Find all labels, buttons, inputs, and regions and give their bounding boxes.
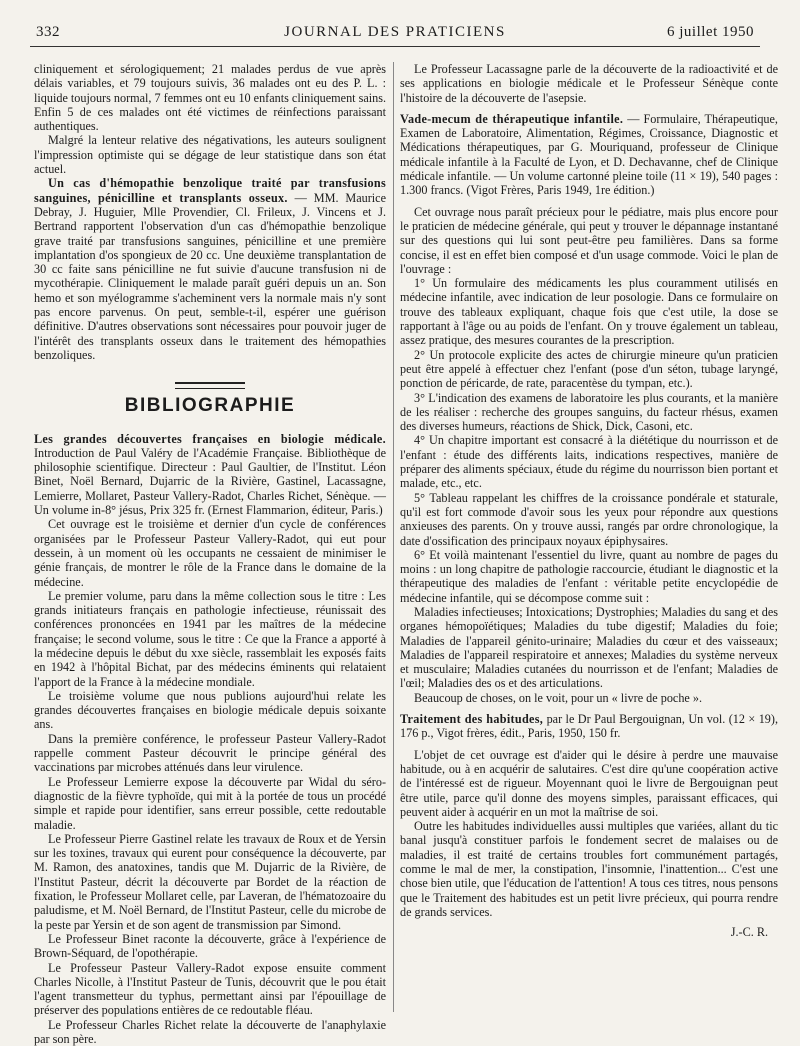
column-divider xyxy=(393,62,394,1012)
article-abstract xyxy=(34,176,386,362)
bibliography-section-header xyxy=(34,382,386,417)
paragraph: 4° Un chapitre important est consacré à la diététique du nourrisson et de l'enfant : étude des différents laits, indications respectives, manière de préparer des aliments spéciaux, étude du régime du nourrisson bien portant et malade, etc., etc. xyxy=(400,433,778,491)
paragraph: Le premier volume, paru dans la même collection sous le titre : Les grands initiateurs français en pathologie infectieuse, réunissait des conférences prononcées en 1941 par les maîtres de la médecine française; le second volume, sous le titre : Ce que la France a apporté à la médecine depuis le début du xxe siècle, rassemblait les exposés faits en 1942 à l'hôpital Bichat, par des médecins éminents qui relataient l'apport de la France à la médecine mondiale. xyxy=(34,588,386,689)
paragraph: Dans la première conférence, le professeur Pasteur Vallery-Radot rappelle comment Pasteur découvrit le principe général des vaccinations par microbes atténués dans leur virulence. xyxy=(34,731,386,775)
paragraph: Outre les habitudes individuelles aussi multiples que variées, allant du tic banal jusqu'à constituer parfois le fondement secret de malaises ou de maladies, il est traité de certains troubles fort communément partagés, comme le mal de mer, la constipation, l'insomnie, l'inattention... C'est une chose bien utile, que l'éducation de l'attention! A tous ces titres, nous pensons que le Traitement des habitudes est un petit livre précieux, qui pourra rendre de grands services. xyxy=(400,819,778,919)
left-column xyxy=(34,62,386,1046)
book-details: — Formulaire, Thérapeutique, Examen de Laboratoire, Alimentation, Régimes, Croissance, Diagnostic et Médications thérapeutiques, par G. Mouriquand, professeur de Clinique médicale infantile à la Faculté de Lyon, et D. Dechavanne, chef de Clinique médicale infantile. — Un volume cartonné pleine toile (11 × 19), 540 pages : 1.300 francs. (Vigot Frères, Paris 1949, 1re édition.) xyxy=(400,111,778,198)
paragraph: L'objet de cet ouvrage est d'aider qui le désire à perdre une mauvaise habitude, ou à en acquérir de salutaires. C'est dire qu'une coopération active de l'intéressé est de rigueur. Moyennant quoi le livre de Bergouignan peut être utile, parce qu'il donne des moyens simples, paraissant efficaces, qui peuvent aider à acquérir en un mot la maîtrise de soi. xyxy=(400,747,778,819)
paragraph: 1° Un formulaire des médicaments les plus couramment utilisés en médecine infantile, avec indication de leur posologie. Dans ce formulaire on trouve des tableaux expliquant, chaque fois que c'est utile, la dose se rapportant à l'âge ou au poids de l'enfant. On y trouve également un tableau, assez pratique, des mesures courantes de la prescription. xyxy=(400,276,778,348)
book-title: Traitement des habitudes, xyxy=(400,712,544,727)
section-rule xyxy=(175,382,245,389)
paragraph: Beaucoup de choses, on le voit, pour un « livre de poche ». xyxy=(414,690,703,705)
article-body: — MM. Maurice Debray, J. Huguier, Mlle Provendier, Cl. Frileux, J. Vincens et J. Bertrand rapportent l'observation d'un cas d'hémopathie benzolique grave traité par transfusions sanguines, pénicilline et une première implantation d'os spongieux de 20 cc. Une deuxième transplantation de 30 cc faite sans pénicilline ne fut suivie d'aucune transfusion ni de mycothérapie. Cliniquement le malade paraît guéri depuis un an. Son hemo et son myélogramme s'acheminent vers la normale mais n'y sont pas encore parvenus. On peut, semble-t-il, espérer une guérison définitive. D'autres observations sont nécessaires pour pouvoir juger de l'intérêt des transplants osseux dans le traitement des hémopathies benzoliques. xyxy=(34,190,386,362)
paragraph: Malgré la lenteur relative des négativations, les auteurs soulignent l'impression optimiste qui se dégage de leur statistique dans son état actuel. xyxy=(34,133,386,177)
paragraph: cliniquement et sérologiquement; 21 malades perdus de vue après délais variables, et 79 toujours suivis, 36 malades ont eu des P. L. : liquide toujours normal, 7 femmes ont eu 10 enfants cliniquement sains. Enfin 5 de ces malades ont été victimes de réinfections paraissant authentiques. xyxy=(34,62,387,134)
book-title: Les grandes découvertes françaises en biologie médicale. xyxy=(34,431,386,446)
paragraph: Maladies infectieuses; Intoxications; Dystrophies; Maladies du sang et des organes hémopoïétiques; Maladies du tube digestif; Maladies du foie; Maladies de l'appareil génito-urinaire; Maladies du cœur et des vaisseaux; Maladies de l'appareil respiratoire et annexes; Maladies du système nerveux et musculaire; Maladies cutanées du nourrisson et de l'enfant; Maladies de l'œil; Maladies des os et des articulations. xyxy=(400,604,778,691)
paragraph: Cet ouvrage nous paraît précieux pour le pédiatre, mais plus encore pour le praticien de médecine générale, qui peut y trouver le dépannage instantané sur des questions qui lui sont peut-être peu familières. Dans sa forme concise, il est en effet bien composé et d'un usage commode. Voici le plan de l'ouvrage : xyxy=(400,204,778,276)
section-title: BIBLIOGRAPHIE xyxy=(124,395,296,417)
paragraph: Le troisième volume que nous publions aujourd'hui relate les grandes découvertes françaises en biologie médicale depuis soixante ans. xyxy=(34,688,386,732)
paragraph: Le Professeur Binet raconte la découverte, grâce à l'expérience de Brown-Séquard, de l'opothérapie. xyxy=(34,931,386,961)
page-number: 332 xyxy=(36,24,60,40)
paragraph: Cet ouvrage est le troisième et dernier d'un cycle de conférences organisées par le Professeur Pasteur Vallery-Radot, qui eut pour dessein, à un moment où les occupants ne cessaient de minimiser le génie français, de montrer le rôle de la France dans le domaine de la médecine. xyxy=(34,517,386,589)
paragraph: 6° Et voilà maintenant l'essentiel du livre, quant au nombre de pages du moins : un long chapitre de pathologie raccourcie, étudiant le diagnostic et la thérapeutique des maladies de l'enfant : véritable petite encyclopédie de médecine infantile, qui se décompose comme suit : xyxy=(400,547,778,605)
right-column xyxy=(400,62,778,940)
paragraph: Le Professeur Charles Richet relate la découverte de l'anaphylaxie par son père. xyxy=(34,1017,386,1046)
paragraph: Le Professeur Pasteur Vallery-Radot expose ensuite comment Charles Nicolle, à l'Institut Pasteur de Tunis, découvrit que le pou était l'agent transmetteur du typhus, permettant ainsi par l'épouillage de préserver des populations entières de ce redoutable fléau. xyxy=(34,960,386,1018)
paragraph: 2° Un protocole explicite des actes de chirurgie mineure qu'un praticien peut être appelé à effectuer chez l'enfant (pose d'un séton, tubage laryngé, ponction de péricarde, de rate, paracentèse du tympan, etc.). xyxy=(400,347,778,391)
article-heading: Un cas d'hémopathie benzolique traité par transfusions sanguines, pénicilline et transplants osseux. xyxy=(34,176,386,205)
book-details: Introduction de Paul Valéry de l'Académie Française. Bibliothèque de philosophie scientifique. Directeur : Paul Gaultier, de l'Institut. Léon Binet, Noël Bernard, Dujarric de la Rivière, Gastinel, Lacassagne, Lemierre, Mollaret, Pasteur Vallery-Radot, Charles Richet, Sénèque. — Un volume in-8° jésus, Prix 325 fr. (Ernest Flammarion, éditeur, Paris.) xyxy=(34,445,386,518)
issue-date: 6 juillet 1950 xyxy=(667,24,754,40)
book-details: par le Dr Paul Bergouignan, Un vol. (12 × 19), 176 p., Vigot frères, édit., Paris, 1950, 150 fr. xyxy=(400,712,779,741)
journal-title: JOURNAL DES PRATICIENS xyxy=(284,24,506,40)
paragraph: 5° Tableau rappelant les chiffres de la croissance pondérale et staturale, qu'il est fort commode d'avoir sous les yeux pour répondre aux questions anxieuses des parents. On y trouve aussi, rangés par ordre chronologique, la date d'ossification des principaux noyaux épiphysaires. xyxy=(400,490,778,548)
paragraph: Le Professeur Lemierre expose la découverte par Widal du séro-diagnostic de la fièvre typhoïde, qui mit à la portée de tous un procédé simple et rapide pour identifier, sans erreur possible, cette redoutable maladie. xyxy=(34,774,386,832)
book-entry xyxy=(400,112,778,198)
author-signature: J.-C. R. xyxy=(730,925,768,940)
paragraph: 3° L'indication des examens de laboratoire les plus courants, et la manière de les réaliser : recherche des groupes sanguins, du facteur rhésus, examen des diverses humeurs, réactions de Shick, Dick, Casoni, etc. xyxy=(400,390,778,434)
page-header xyxy=(30,22,760,47)
book-entry xyxy=(34,432,386,518)
book-entry xyxy=(400,712,778,741)
book-title: Vade-mecum de thérapeutique infantile. xyxy=(400,111,624,126)
paragraph: Le Professeur Pierre Gastinel relate les travaux de Roux et de Yersin sur les toxines, travaux qui eurent pour conséquence la découverte, par M. Ramon, des anatoxines, tandis que M. Dujarric de la Rivière, de l'Institut Pasteur, décrit la découverte par Bordet de la réaction de fixation, le Professeur Mollaret celle, par Laveran, de l'hématozoaire du paludisme, et M. Noël Bernard, de l'Institut Pasteur, celle du microbe de la peste par Yersin et de son agent de transmission par Simond. xyxy=(34,831,387,932)
paragraph: Le Professeur Lacassagne parle de la découverte de la radioactivité et de ses applications en biologie médicale et le Professeur Sénèque conte l'histoire de la découverte de l'asepsie. xyxy=(400,62,778,105)
